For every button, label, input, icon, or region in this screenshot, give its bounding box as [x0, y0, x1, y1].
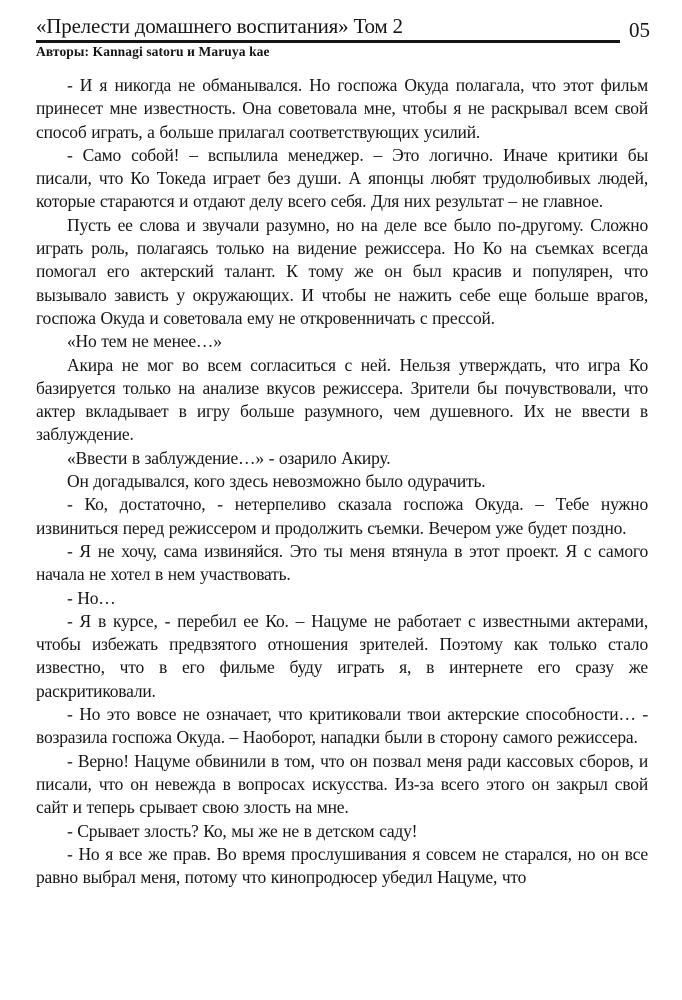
header-row	[36, 14, 650, 43]
page-title: «Прелести домашнего воспитания» Том 2	[36, 14, 403, 38]
paragraph: - И я никогда не обманывался. Но госпожа Окуда полагала, что этот фильм принесет мне известность. Она советовала мне, чтобы я не раскрывал всем свой способ играть, а больше прилагал соответствующих усилий.	[36, 75, 648, 142]
paragraph: Акира не мог во всем согласиться с ней. Нельзя утверждать, что игра Ко базируется только на анализе вкусов режиссера. Зрители бы почувствовали, что актер вкладывает в игру больше разумного, чем душевного. Их не ввести в заблуждение.	[36, 354, 648, 445]
paragraph: - Но…	[67, 587, 116, 608]
paragraph: Он догадывался, кого здесь невозможно было одурачить.	[67, 471, 486, 492]
paragraph: - Но это вовсе не означает, что критиковали твои актерские способности… - возразила госпожа Окуда. – Наоборот, нападки были в сторону самого режиссера.	[36, 704, 648, 748]
paragraph: - Срывает злость? Ко, мы же не в детском саду!	[67, 820, 418, 841]
paragraph: «Ввести в заблуждение…» - озарило Акиру.	[67, 447, 391, 468]
paragraph: «Но тем не менее…»	[67, 331, 222, 352]
title-underline	[36, 14, 620, 43]
paragraph: - Само собой! – вспылила менеджер. – Это логично. Иначе критики бы писали, что Ко Токеда играет без души. А японцы любят трудолюбивых людей, которые стараются и отдают делу всего себя. Для них результат – не главное.	[36, 144, 648, 212]
body-text	[0, 60, 682, 889]
page-number: 05	[629, 18, 650, 42]
page-header	[0, 0, 682, 60]
paragraph: - Но я все же прав. Во время прослушивания я совсем не старался, но он все равно выбрал меня, потому что кинопродюсер убедил Нацуме, что	[36, 843, 648, 888]
paragraph: - Я в курсе, - перебил ее Ко. – Нацуме не работает с известными актерами, чтобы избежать предвзятого отношения зрителей. Поэтому как только стало известно, что в его фильме буду играть я, в интернете его сразу же раскритиковали.	[36, 610, 648, 701]
authors-line: Авторы: Kannagi satoru и Maruya kae	[36, 44, 270, 59]
paragraph: - Ко, достаточно, - нетерпеливо сказала госпожа Окуда. – Тебе нужно извиниться перед режиссером и продолжить съемки. Вечером уже будет поздно.	[36, 494, 648, 538]
paragraph: - Верно! Нацуме обвинили в том, что он позвал меня ради кассовых сборов, и писали, что он невежда в вопросах искусства. Из-за всего этого он закрыл свой сайт и теперь срывает свою злость на мне.	[36, 750, 648, 818]
paragraph: Пусть ее слова и звучали разумно, но на деле все было по-другому. Сложно играть роль, полагаясь только на видение режиссера. Но Ко на съемках всегда помогал его актерский талант. К тому же он был красив и популярен, что вызывало зависть у окружающих. И чтобы не нажить себе еще больше врагов, госпожа Окуда и советовала ему не откровенничать с прессой.	[36, 214, 648, 328]
paragraph: - Я не хочу, сама извиняйся. Это ты меня втянула в этот проект. Я с самого начала не хотел в нем участвовать.	[36, 540, 648, 585]
